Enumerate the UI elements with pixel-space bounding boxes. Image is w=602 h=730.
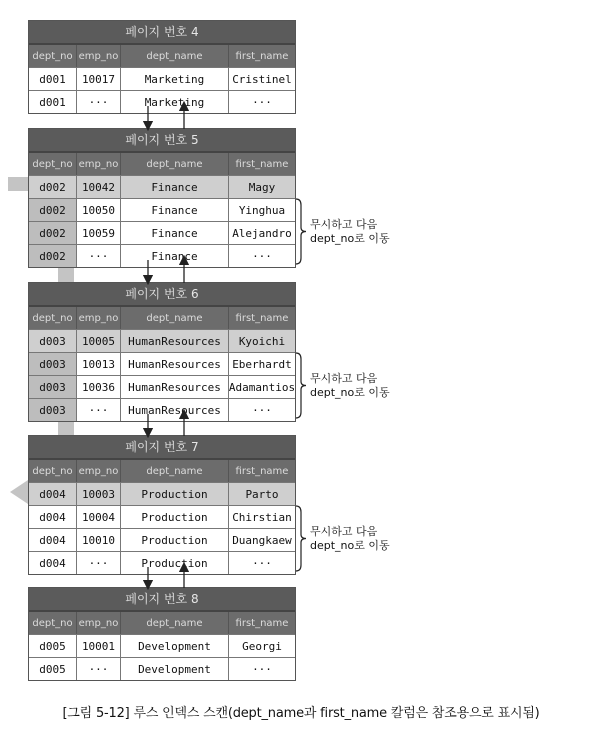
cell-dept-name: Finance — [120, 176, 228, 198]
cell-dept-no: d001 — [39, 72, 66, 86]
cell-emp-no: 10005 — [76, 330, 120, 352]
cell-first-name: Parto — [228, 483, 295, 505]
skip-label — [310, 218, 390, 246]
cell-dept-no: d002 — [29, 222, 76, 244]
cell-first-name: ··· — [228, 91, 295, 113]
column-header-dept-name: dept_name — [120, 307, 228, 329]
cell-emp-no: ··· — [76, 399, 120, 421]
cell-first-name: ··· — [228, 245, 295, 267]
column-header-dept-name: dept_name — [120, 45, 228, 67]
cell-emp-no: 10017 — [76, 68, 120, 90]
skip-label-line2: dept_no로 이동 — [310, 538, 390, 552]
skip-label-line2: dept_no로 이동 — [310, 231, 390, 245]
cell-dept-name: Marketing — [120, 68, 228, 90]
cell-dept-no: d003 — [29, 353, 76, 375]
column-header-dept-no: dept_no — [32, 158, 73, 170]
cell-dept-name: HumanResources — [120, 376, 228, 398]
page-header: 페이지 번호 7 — [29, 436, 295, 459]
column-header-dept-name: dept_name — [120, 460, 228, 482]
column-header-emp-no: emp_no — [76, 45, 120, 67]
cell-dept-no: d002 — [29, 245, 76, 267]
column-header-dept-no: dept_no — [32, 312, 73, 324]
cell-dept-name: Marketing — [120, 91, 228, 113]
cell-emp-no: 10003 — [76, 483, 120, 505]
cell-emp-no: 10001 — [76, 635, 120, 657]
cell-first-name: Cristinel — [228, 68, 295, 90]
cell-dept-no: d002 — [29, 176, 76, 198]
cell-first-name: Georgi — [228, 635, 295, 657]
cell-dept-no: d003 — [29, 399, 76, 421]
cell-dept-no: d003 — [29, 330, 76, 352]
page-header: 페이지 번호 6 — [29, 283, 295, 306]
skip-label — [310, 525, 390, 553]
cell-dept-no: d004 — [39, 556, 66, 570]
cell-dept-no: d004 — [29, 483, 76, 505]
cell-emp-no: 10036 — [76, 376, 120, 398]
cell-emp-no: 10042 — [76, 176, 120, 198]
cell-first-name: ··· — [228, 399, 295, 421]
cell-first-name: Chirstian — [228, 506, 295, 528]
cell-dept-no: d004 — [39, 533, 66, 547]
cell-dept-name: Production — [120, 529, 228, 551]
cell-first-name: ··· — [228, 552, 295, 574]
cell-first-name: Eberhardt — [228, 353, 295, 375]
cell-first-name: Duangkaew — [228, 529, 295, 551]
cell-emp-no: ··· — [76, 91, 120, 113]
cell-dept-no: d002 — [29, 199, 76, 221]
cell-dept-name: Development — [120, 635, 228, 657]
cell-first-name: Kyoichi — [228, 330, 295, 352]
page-header: 페이지 번호 8 — [29, 588, 295, 611]
figure-caption: [그림 5-12] 루스 인덱스 스캔(dept_name과 first_name 칼럼은 참조용으로 표시됨) — [62, 706, 540, 721]
cell-emp-no: 10004 — [76, 506, 120, 528]
skip-brace — [296, 506, 306, 571]
column-header-dept-name: dept_name — [120, 153, 228, 175]
cell-emp-no: 10059 — [76, 222, 120, 244]
cell-dept-name: Production — [120, 552, 228, 574]
skip-label-line2: dept_no로 이동 — [310, 385, 390, 399]
skip-label-line1: 무시하고 다음 — [310, 371, 378, 385]
cell-dept-name: Development — [120, 658, 228, 680]
cell-first-name: Magy — [228, 176, 295, 198]
skip-label-line1: 무시하고 다음 — [310, 217, 378, 231]
page-header: 페이지 번호 5 — [29, 129, 295, 152]
skip-brace — [296, 353, 306, 418]
cell-dept-name: HumanResources — [120, 330, 228, 352]
column-header-emp-no: emp_no — [76, 153, 120, 175]
cell-first-name: ··· — [228, 658, 295, 680]
column-header-first-name: first_name — [228, 460, 295, 482]
column-header-first-name: first_name — [228, 307, 295, 329]
cell-emp-no: ··· — [76, 245, 120, 267]
cell-dept-name: Finance — [120, 222, 228, 244]
cell-dept-no: d005 — [39, 662, 66, 676]
column-header-dept-no: dept_no — [32, 465, 73, 477]
cell-dept-name: Production — [120, 483, 228, 505]
cell-emp-no: ··· — [76, 658, 120, 680]
cell-first-name: Adamantios — [228, 376, 295, 398]
cell-dept-name: Production — [120, 506, 228, 528]
column-header-emp-no: emp_no — [76, 612, 120, 634]
column-header-emp-no: emp_no — [76, 460, 120, 482]
cell-emp-no: 10050 — [76, 199, 120, 221]
cell-dept-name: HumanResources — [120, 353, 228, 375]
cell-dept-no: d001 — [39, 95, 66, 109]
column-header-emp-no: emp_no — [76, 307, 120, 329]
column-header-dept-no: dept_no — [32, 50, 73, 62]
column-header-first-name: first_name — [228, 612, 295, 634]
column-header-dept-name: dept_name — [120, 612, 228, 634]
page-header: 페이지 번호 4 — [29, 21, 295, 44]
cell-emp-no: 10010 — [76, 529, 120, 551]
column-header-first-name: first_name — [228, 45, 295, 67]
column-header-first-name: first_name — [228, 153, 295, 175]
cell-dept-no: d003 — [29, 376, 76, 398]
skip-brace — [296, 199, 306, 264]
cell-dept-no: d005 — [39, 639, 66, 653]
skip-label — [310, 372, 390, 400]
cell-dept-name: Finance — [120, 245, 228, 267]
cell-dept-name: HumanResources — [120, 399, 228, 421]
column-header-dept-no: dept_no — [32, 617, 73, 629]
cell-dept-name: Finance — [120, 199, 228, 221]
cell-first-name: Yinghua — [228, 199, 295, 221]
cell-emp-no: 10013 — [76, 353, 120, 375]
cell-emp-no: ··· — [76, 552, 120, 574]
skip-label-line1: 무시하고 다음 — [310, 524, 378, 538]
cell-dept-no: d004 — [39, 510, 66, 524]
cell-first-name: Alejandro — [228, 222, 295, 244]
